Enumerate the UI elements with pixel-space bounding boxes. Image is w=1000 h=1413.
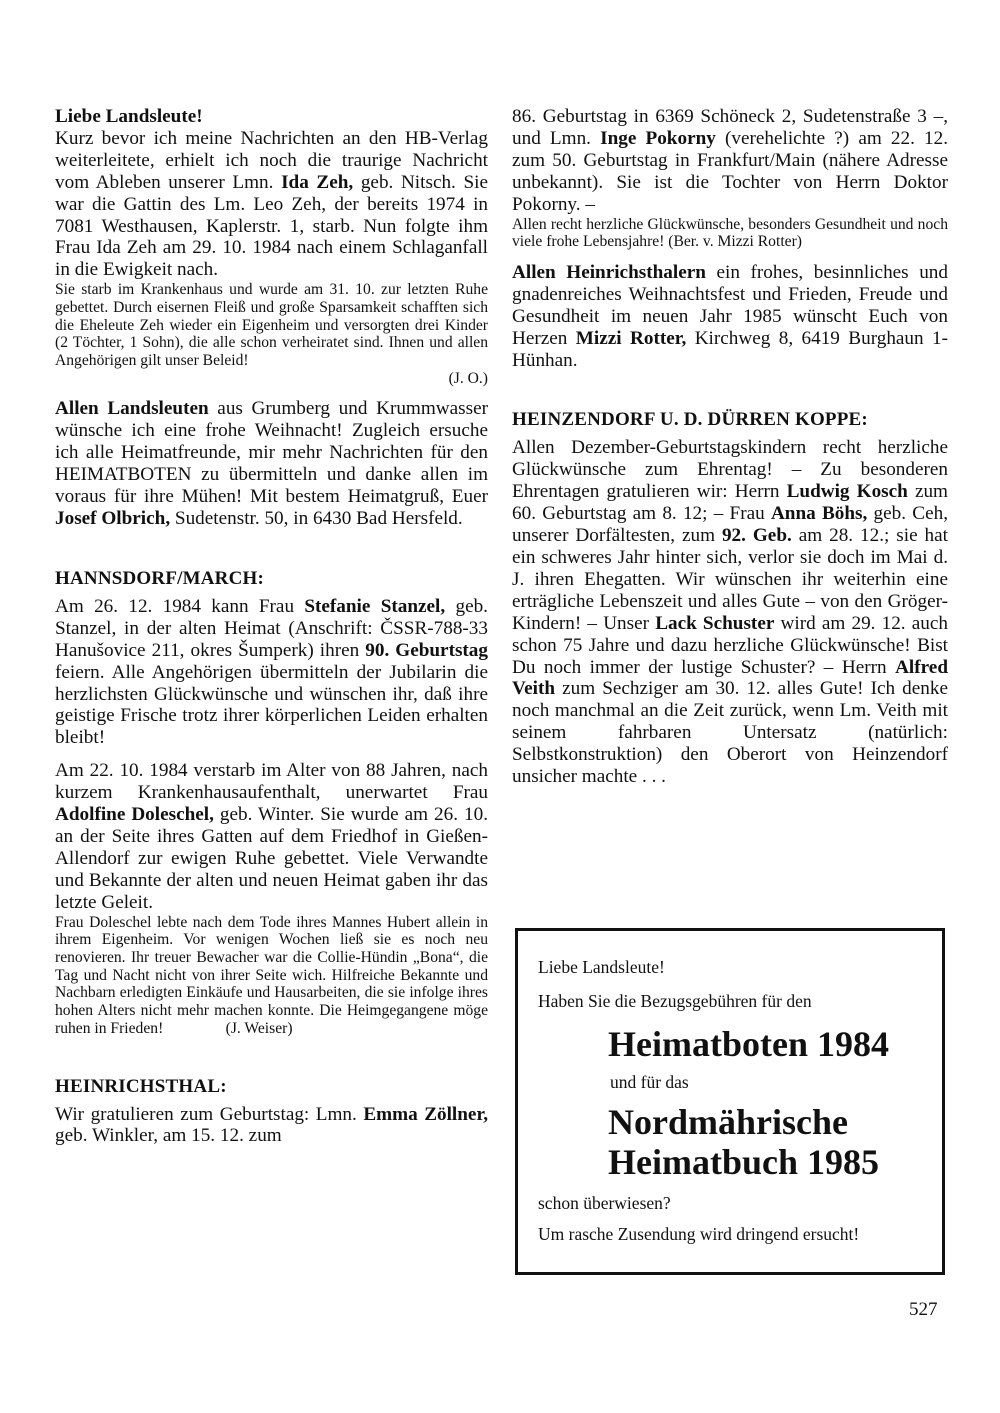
ad-connector: und für das xyxy=(610,1072,689,1092)
bold-name: 90. Geburtstag xyxy=(365,639,488,661)
text-run: Kurz bevor ich meine Nachrichten an den HB-Verlag weiterleitete, erhielt ich noch die traurige Nachricht vom Ableben unserer Lmn. xyxy=(55,127,488,193)
text-run: wird am 29. 12. auch schon 75 Jahre und dazu herzliche Glückwünsche! Bist Du noch immer der lustige Schuster? – Herrn xyxy=(512,612,948,678)
signature xyxy=(55,370,488,388)
bold-name: Allen Landsleuten xyxy=(55,398,209,420)
ad-title-heimatboten: Heimatboten 1984 xyxy=(608,1024,889,1064)
text-run: HANNSDORF/MARCH: xyxy=(55,567,265,589)
text-run: Am 26. 12. 1984 kann Frau xyxy=(55,595,305,617)
page-number: 527 xyxy=(909,1299,938,1320)
ad-greeting: Liebe Landsleute! xyxy=(538,957,665,977)
ad-title-heimatbuch: Heimatbuch 1985 xyxy=(608,1142,880,1182)
paragraph xyxy=(55,596,488,749)
text-run: feiern. Alle Angehörigen übermitteln der Jubilarin die herzlichsten Glückwünsche und wünschen ihr, daß ihre geistige Frische trotz ihrer körperlichen Leiden erhalten bleibt! xyxy=(55,661,488,749)
paragraph xyxy=(55,106,488,128)
text-run: HEINRICHSTHAL: xyxy=(55,1075,227,1097)
text-run: geb. Winter. Sie wurde am 26. 10. an der Seite ihres Gatten auf dem Friedhof in Gießen-Allendorf zur ewigen Ruhe gebettet. Viele Verwandte und Bekannte der alten und neuen Heimat gaben ihr das letzte Geleit. xyxy=(55,804,488,913)
bold-name: Josef Olbrich, xyxy=(55,508,171,529)
ad-request: Um rasche Zusendung wird dringend ersucht! xyxy=(538,1224,860,1244)
text-run: am 28. 12.; sie hat ein schweres Jahr hinter sich, verlor sie doch im Mai d. J. ihren Ehegatten. Wir wünschen ihr weiterhin eine erträgliche Lebenszeit und alles Gute – von den Gröger-Kindern! – Unser xyxy=(512,525,948,634)
bold-name: Anna Böhs, xyxy=(770,503,868,525)
bold-name: Mizzi Rotter, xyxy=(575,327,687,349)
text-run: Kirchweg 8, 6419 Burghaun 1-Hünhan. xyxy=(512,327,949,371)
text-run: Sie starb im Krankenhaus und wurde am 31. 10. zur letzten Ruhe gebettet. Durch eisernen Fleiß und große Sparsamkeit schafften sich die Eheleute Zeh wieder ein Eigenheim und versorgten drei Kinder (2 Töchter, 1 Sohn), die alle schon verheiratet sind. Ihnen und allen Angehörigen gilt unser Beleid! xyxy=(55,281,488,370)
left-column xyxy=(55,106,492,1147)
paragraph xyxy=(512,106,948,216)
section-heading xyxy=(55,568,488,590)
text-run: zum Sechziger am 30. 12. alles Gute! Ich denke noch manchmal an die Zeit zurück, wenn Lm. Veith mit seinem fahrbaren Untersatz (natürlich: Selbstkonstruktion) den Oberort von Heinzendorf unsicher machte . . . xyxy=(512,678,948,788)
paragraph xyxy=(512,262,948,372)
text-run: ein frohes, besinnliches und gnadenreiches Weihnachtsfest und Frieden, Freude und Gesundheit im neuen Jahr 1985 wünscht Euch von Herzen xyxy=(512,261,948,349)
bold-name: Lack Schuster xyxy=(655,612,775,634)
section-heading xyxy=(512,409,948,431)
text-run: geb. Ceh, unserer Dorfältesten, zum xyxy=(512,503,948,547)
ad-title-nordmaehrische: Nordmährische xyxy=(608,1102,848,1142)
note-paragraph xyxy=(55,281,488,370)
bold-name: Stefanie Stanzel, xyxy=(304,595,446,617)
bold-name: Liebe Landsleute! xyxy=(55,106,203,127)
bold-name: Adolfine Doleschel, xyxy=(55,804,214,826)
note-paragraph xyxy=(55,913,492,1038)
bold-name: Inge Pokorny xyxy=(600,127,716,149)
text-run: geb. Winkler, am 15. 12. zum xyxy=(55,1125,282,1147)
text-run: zum 60. Geburtstag am 8. 12; – Frau xyxy=(512,481,948,525)
ad-question-end: schon überwiesen? xyxy=(538,1193,671,1213)
paragraph xyxy=(55,398,488,529)
paragraph xyxy=(55,1104,488,1148)
text-run: aus Grumberg und Krummwasser wünsche ich eine frohe Weihnacht! Zugleich ersuche ich alle Heimatfreunde, mir mehr Nachrichten für den HEIMATBOTEN zu übermitteln und danke allen im voraus für ihre Mühen! Mit bestem Heimatgruß, Euer xyxy=(55,398,488,508)
bold-name: Ludwig Kosch xyxy=(786,481,908,503)
text-run: Sudetenstr. 50, in 6430 Bad Hersfeld. xyxy=(170,508,463,529)
ad-question: Haben Sie die Bezugsgebühren für den xyxy=(538,991,812,1011)
text-run: Wir gratulieren zum Geburtstag: Lmn. xyxy=(55,1103,364,1125)
bold-name: Ida Zeh, xyxy=(281,171,354,193)
text-run: 86. Geburtstag in 6369 Schöneck 2, Sudetenstraße 3 –, und Lmn. xyxy=(512,106,948,149)
bold-name: Alfred Veith xyxy=(512,656,948,700)
paragraph xyxy=(55,760,488,913)
paragraph xyxy=(512,437,948,788)
right-column xyxy=(512,106,948,788)
text-run: Am 22. 10. 1984 verstarb im Alter von 88 Jahren, nach kurzem Krankenhausaufenthalt, unerwartet Frau xyxy=(55,760,488,804)
bold-name: Emma Zöllner, xyxy=(363,1103,488,1125)
text-run: (verehelichte ?) am 22. 12. zum 50. Geburtstag in Frankfurt/Main (nähere Adresse unbekannt). Sie ist die Tochter von Herrn Doktor Pokorny. – xyxy=(512,127,949,215)
section-heading xyxy=(55,1076,488,1098)
text-run: geb. Nitsch. Sie war die Gattin des Lm. Leo Zeh, der bereits 1974 in 7081 Westhausen, Kaplerstr. 1, starb. Nun folgte ihm Frau Ida Zeh am 29. 10. 1984 nach einem Schlaganfall in die Ewigkeit nach. xyxy=(55,171,488,281)
note-paragraph xyxy=(512,216,948,251)
text-run: HEINZENDORF U. D. DÜRREN KOPPE: xyxy=(512,409,868,431)
text-run: (J. O.) xyxy=(448,369,488,387)
text-run: Allen Dezember-Geburtstagskindern recht herzliche Glückwünsche zum Ehrentag! – Zu besonderen Ehrentagen gratulieren wir: Herrn xyxy=(512,437,948,503)
subscription-notice-box xyxy=(515,928,945,1275)
bold-name: 92. Geb. xyxy=(721,525,792,547)
text-run: Allen recht herzliche Glückwünsche, besonders Gesundheit und noch viele frohe Lebensjahre! (Ber. v. Mizzi Rotter) xyxy=(512,215,948,251)
text-run: geb. Stanzel, in der alten Heimat (Anschrift: ČSSR-788-33 Hanušovice 211, okres Šumperk) ihren xyxy=(55,595,488,661)
paragraph xyxy=(55,128,488,281)
text-run: Frau Doleschel lebte nach dem Tode ihres Mannes Hubert allein in ihrem Eigenheim. Vor wenigen Wochen ließ sie es noch neu renovieren. Ihr treuer Bewacher war die Collie-Hündin „Bona“, die Tag und Nacht nicht von ihrer Seite wich. Hilfreiche Bekannte und Nachbarn erledigten Einkäufe und Hausarbeiten, die sie infolge ihres hohen Alters nicht mehr machen konnte. Die Heimgegangene möge ruhen in Frieden! (J. Weiser) xyxy=(55,913,492,1037)
bold-name: Allen Heinrichsthalern xyxy=(512,261,706,283)
